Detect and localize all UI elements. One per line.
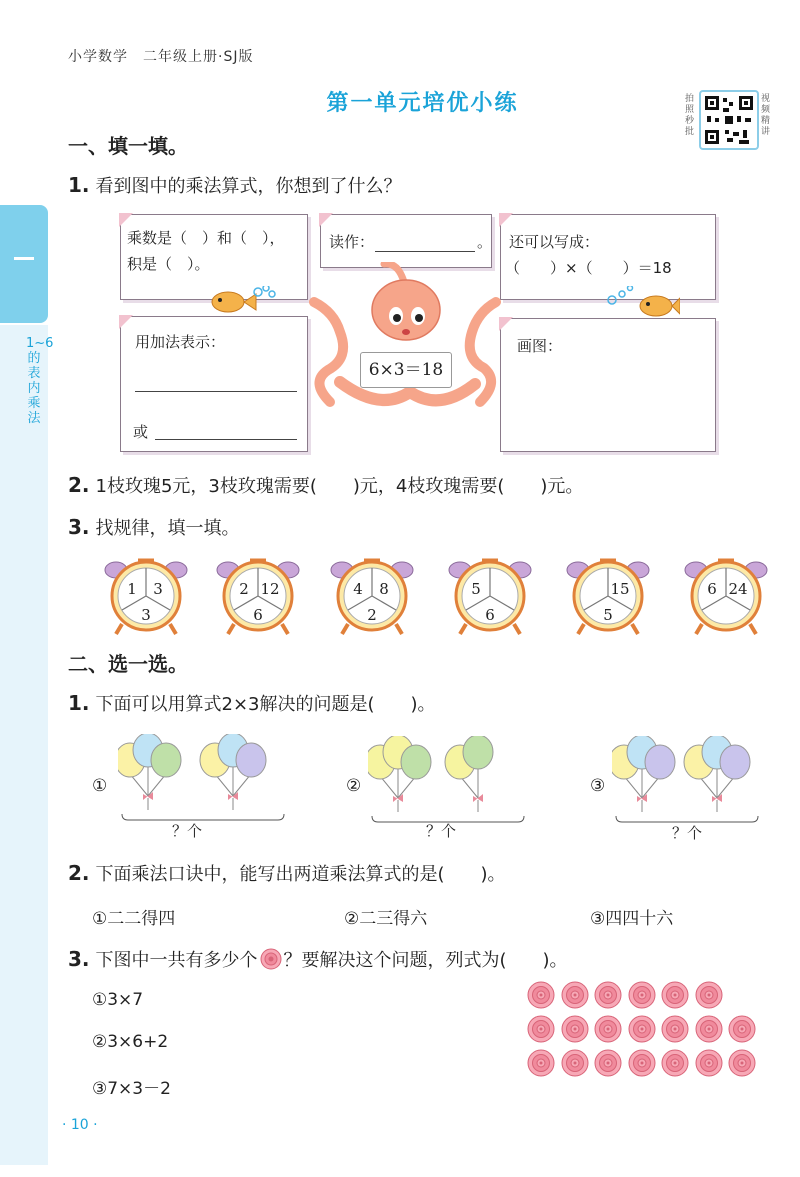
s2-q3-number: 3. [68,947,90,971]
box-read-as-label: 读作： [329,233,375,251]
section2-heading: 二、选一选。 [68,652,188,676]
count-label-1: ？个 [172,822,203,840]
flower-icon [560,1014,590,1048]
box-addition-or: 或 [133,423,149,441]
balloon-group-3 [612,736,762,830]
balloon-group-1 [118,734,288,828]
s2-q3-text-after: ？要解决这个问题，列式为( )。 [283,950,568,971]
flower-icon [526,980,556,1014]
count-label-2: ？个 [426,822,457,840]
qr-block[interactable] [683,90,775,148]
addition-answer-line-1[interactable] [135,391,297,392]
s2-q2-text: 下面乘法口诀中，能写出两道乘法算式的是( )。 [95,864,506,885]
s2-q1-option1[interactable]: ① [92,776,108,796]
s1-q1 [68,172,402,198]
s1-q3 [68,514,240,540]
read-as-answer-line[interactable] [375,251,475,252]
clock-4-value-a: 5 [471,580,481,598]
flower-icon [593,1048,623,1082]
alarm-clock-1 [104,556,188,636]
flower-icon [694,980,724,1014]
clock-1-value-a: 1 [127,580,137,598]
box-addition [120,316,308,452]
s1-q2[interactable] [68,472,583,498]
alarm-clock-6 [684,556,768,636]
flower-icon [727,1048,757,1082]
box-read-as [320,214,492,268]
flower-icon [526,1014,556,1048]
box-addition-label: 用加法表示： [135,333,226,351]
s1-q2-text: 1枝玫瑰5元，3枝玫瑰需要( )元，4枝玫瑰需要( )元。 [95,476,584,497]
count-label-3: ？个 [672,824,703,842]
balloon-group-2 [368,736,528,830]
s1-q2-number: 2. [68,473,90,497]
clock-3-value-a: 4 [353,580,363,598]
s2-q2-option1[interactable]: ①二二得四 [92,909,176,929]
flower-icon [660,1048,690,1082]
s2-q3-option1[interactable]: ①3×7 [92,990,144,1010]
clock-4-value-c: 6 [485,606,495,624]
flower-icon [593,1014,623,1048]
flower-icon [660,1014,690,1048]
qr-right-text: 视频精讲 [761,94,771,137]
box-draw[interactable] [500,318,716,452]
s2-q1-option3[interactable]: ③ [590,776,606,796]
flower-icon [560,980,590,1014]
page-title: 第一单元培优小练 [326,91,519,116]
fish-icon-left [206,286,276,320]
alarm-clock-4 [448,556,532,636]
chapter-tab [0,205,48,323]
s2-q3-text-before: 下图中一共有多少个 [95,950,258,971]
chapter-tab-mark [14,257,34,260]
clock-2-value-a: 2 [239,580,249,598]
clock-6-value-b: 24 [728,580,748,598]
clock-1-value-c: 3 [141,606,151,624]
s2-q3-option2[interactable]: ②3×6+2 [92,1032,169,1052]
page-number: · 10 · [62,1117,98,1133]
s1-q3-text: 找规律，填一填。 [95,518,240,539]
flower-icon [627,980,657,1014]
s2-q2-number: 2. [68,861,90,885]
flower-icon [694,1048,724,1082]
equation-sign: 6×3＝18 [360,352,452,388]
side-margin [0,325,54,1165]
flower-icon [627,1014,657,1048]
flower-icon-inline [260,948,282,975]
s1-q3-number: 3. [68,515,90,539]
alarm-clock-2 [216,556,300,636]
box-read-as-end: 。 [477,233,493,251]
s2-q1-text: 下面可以用算式2×3解决的问题是( )。 [95,694,436,715]
s2-q1-number: 1. [68,691,90,715]
qr-code-icon[interactable] [699,90,759,150]
box-draw-label: 画图： [517,337,563,355]
clock-3-value-b: 8 [379,580,389,598]
box-write-as-line2[interactable]: （ ）×（ ）＝18 [505,259,672,277]
section1-heading: 一、填一填。 [68,134,188,158]
clock-5-value-b: 15 [610,580,630,598]
s2-q2-option2[interactable]: ②二三得六 [344,909,428,929]
octopus-illustration [300,262,510,412]
s1-q1-number: 1. [68,173,90,197]
clock-6-value-a: 6 [707,580,717,598]
clock-2-value-c: 6 [253,606,263,624]
clock-2-value-b: 12 [260,580,280,598]
s2-q2-option3[interactable]: ③四四十六 [590,909,674,929]
s2-q3-option3[interactable]: ③7×3－2 [92,1079,171,1099]
box-factors-line1[interactable]: 乘数是（ ）和（ ）， [127,229,285,247]
box-factors-line2[interactable]: 积是（ ）。 [127,255,210,273]
alarm-clock-5 [566,556,650,636]
clock-1-value-b: 3 [153,580,163,598]
qr-left-text: 拍照秒批 [685,94,695,137]
fish-icon-right [604,286,680,324]
flower-icon [526,1048,556,1082]
s2-q1[interactable] [68,690,436,716]
flower-icon [593,980,623,1014]
flower-icon [727,1014,757,1048]
flower-icon [694,1014,724,1048]
alarm-clock-3 [330,556,414,636]
s2-q3[interactable] [68,946,568,975]
addition-answer-line-2[interactable] [155,439,297,440]
chapter-side-label: 1~6的表内乘法 [26,336,54,426]
clock-5-value-c: 5 [603,606,613,624]
s2-q1-option2[interactable]: ② [346,776,362,796]
clock-3-value-c: 2 [367,606,377,624]
flower-icon [660,980,690,1014]
s1-q1-text: 看到图中的乘法算式，你想到了什么？ [95,176,402,197]
s2-q2[interactable] [68,860,506,886]
flower-icon [627,1048,657,1082]
flower-icon [560,1048,590,1082]
box-write-as-line1: 还可以写成： [509,233,600,251]
book-header: 小学数学 二年级上册·SJ版 [68,49,254,65]
